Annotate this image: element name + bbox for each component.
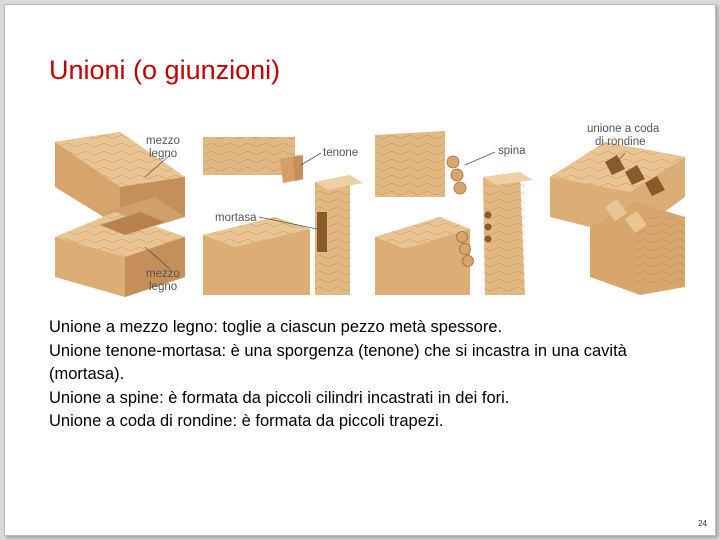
label-tenone: tenone [323, 147, 359, 159]
term-coda-rondine: Unione a coda di rondine [49, 412, 233, 430]
term-spine: Unione a spine [49, 388, 160, 407]
paragraph-mezzo-legno [49, 316, 669, 340]
label-mezzo-top-2: legno [149, 148, 178, 160]
dovetail-joint [550, 142, 685, 295]
slide [4, 4, 716, 536]
desc-mezzo-legno: : toglie a ciascun pezzo metà spessore. [213, 318, 503, 336]
desc-spine: : è formata da piccoli cilindri incastrati in dei fori. [159, 388, 510, 407]
paragraph-coda-rondine [49, 410, 669, 434]
desc-coda-rondine: : è formata da piccoli trapezi. [232, 412, 444, 430]
term-tenone-mortasa: Unione tenone-mortasa [49, 341, 222, 360]
label-mezzo-top-1: mezzo [146, 135, 180, 147]
joint-descriptions [49, 316, 669, 434]
label-coda-2: di rondine [595, 136, 646, 148]
label-spina: spina [498, 145, 526, 157]
paragraph-spine [49, 387, 669, 411]
desc-tenone-mortasa: : è una sporgenza (tenone) che si incastra in una cavità (mortasa). [49, 341, 627, 383]
label-mezzo-bottom-2: legno [149, 281, 178, 293]
term-mezzo-legno: Unione a mezzo legno [49, 318, 214, 336]
joints-illustration [45, 117, 685, 303]
page-number: 24 [698, 519, 707, 528]
label-coda-1: unione a coda [587, 123, 660, 135]
paragraph-tenone-mortasa [49, 340, 669, 387]
slide-title: Unioni (o giunzioni) [49, 55, 281, 85]
label-mortasa: mortasa [215, 212, 257, 224]
label-mezzo-bottom-1: mezzo [146, 268, 180, 280]
